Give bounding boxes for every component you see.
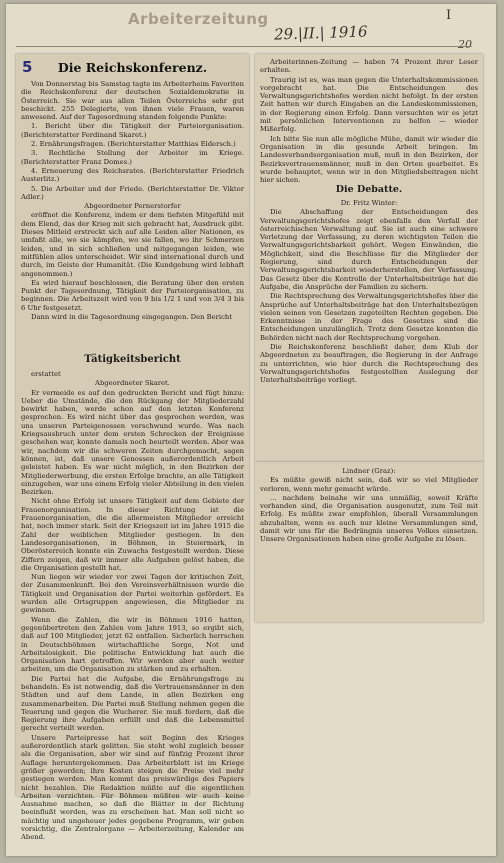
debate-text xyxy=(260,198,478,386)
paragraph: Es müßte gewiß nicht sein, daß wir so viel Mitglieder verloren, wenn mehr gemacht würde. xyxy=(260,476,478,493)
paragraph: Traurig ist es, was man gegen die Unterhaltskommissionen vorgebracht hat. Die Entscheidungen des Verwaltungsgerichtshofes werden nicht befolgt. In der ersten Zeit hatten wir durch Eingaben an die Landeskommissionen, in der Regierung einen Erfolg. Dann versuchten wir es jetzt mit persönlichen Interventionen zu helfen — wieder Mißerfolg. xyxy=(260,75,478,134)
paragraph: eröffnet die Konferenz, indem er dem tiefsten Mitgefühl mit dem Elend, das der Krieg mit sich gebracht hat, Ausdruck gibt. Dieses Mitleid erstreckt sich auf alle Leiden aller Nationen, es umfaßt alle, wo sie kämpfen, wo sie fallen, wo ihr Schmerzen leiden, und in sich schließen und mitgegangen leiden, wie mitfühlen alles unterscheidet. Wir sind international durch und durch, im Geiste der Humanität. (Die Kundgebung wird lebhaft angenommen.) xyxy=(21,211,244,278)
blue-pencil-mark: 5 xyxy=(22,58,33,76)
paragraph: Die Rechtsprechung des Verwaltungsgerichtshofes über die Ansprüche auf Unterhaltsbeiträge hat den Unterhaltsbezügen vielen seinen von Gesetzen zugeteilten Rechten gegeben. Die Erkenntnisse in der Frage des Gesetzes sind die Entscheidungen unzulänglich. Trotz dem Gesetze konnten die Behörden nicht nach der Rechtsprechung vorgehen. xyxy=(260,292,478,342)
paragraph: Die Abschaffung der Entscheidungen des Verwaltungsgerichtshofes zeigt ebenfalls den Verfall der österreichischen Verwaltung auf. Sie ist auch eine schwere Verletzung der Verfassung, zu deren wichtigsten Teilen die Verwaltungsgerichtsbarkeit gehört. Wegen Einwänden, die Möglichkeit, sind die Beschlüsse für die Mitglieder der Regierung, sind durch Entscheidungen der Verwaltungsgerichtsbarkeit wiederherstellen, der Verfassung. Das Gesetz über die Kontrolle der Unterhaltsbeiträge hat die Aufgabe, die Ansprüche der Familien zu sichern. xyxy=(260,208,478,291)
speaker-name: Dr. Fritz Winter: xyxy=(340,199,398,207)
paragraph: erstattet xyxy=(31,370,61,378)
speaker-name: Abgeordneter Pernerstorfer xyxy=(84,202,181,211)
intro-text xyxy=(21,80,244,322)
section-text xyxy=(21,370,244,843)
agenda-item: 2. Ernährungsfragen. (Berichterstatter Matthias Eldersch.) xyxy=(31,140,236,149)
clipping-left xyxy=(16,54,249,842)
paragraph: ... nachdem beinahe wir uns unmäßig, soweit Kräfte vorhanden sind, die Organisation ausgenutzt, zum Teil mit Erfolg. Es müßte zwar empfohlen, überall Versammlungen abzuhalten, wenn es auch nur kleine Versammlungen sind, damit wir uns für die Bedrängnis unseres Volkes einsetzen. Unsere Organisationen haben eine große Aufgabe zu lösen. xyxy=(260,493,478,544)
paragraph: Von Donnerstag bis Samstag tagte im Arbeiterheim Favoriten die Reichskonferenz der deutschen Sozialdemokratie in Österreich. Sie war aus allen Teilen Österreichs sehr gut beschickt. 255 Delegierte, von ihnen viele Frauen, waren anwesend. Auf der Tagesordnung standen folgende Punkte: xyxy=(21,80,244,122)
handwritten-date: 29.|II.| 1916 xyxy=(273,22,368,44)
paragraph: Wenn die Zahlen, die wir in Böhmen 1916 hatten, gegenübertreten den Zahlen vom Jahre 1913, so ergibt sich, daß auf 100 Mitglieder, jetzt 62 entfallen. Sicherlich herrschen in Deutschböhmen wirtschaftliche Sorge, Not und Arbeitslosigkeit. Die politische Entwicklung hat auch die Organisation hart getroffen. Wir werden aber auch weiter arbeiten, um die Organisation zu stärken und zu erhalten. xyxy=(21,615,244,674)
paragraph: Es wird hierauf beschlossen, die Beratung über den ersten Punkt der Tagesordnung, Tätigkeit der Parteiorganisation, zu beginnen. Die Arbeitszeit wird von 9 bis 1/2 1 und von 3/4 3 bis 6 Uhr festgesetzt. xyxy=(21,278,244,312)
article-title: Die Reichskonferenz. xyxy=(57,60,208,75)
paragraph: Ich bitte Sie nun alle mögliche Mühe, damit wir wieder die Organisation in die gesunde Arbeit bringen. Im Landesverbandsorganisation muß, muß in den Bezirken, der Bezirksvertrauensmänner, muß in den Orten gearbeitet. Es wurde behauptet, wenn wir in den Mitgliedsbeitragen nicht hier sichen. xyxy=(260,134,478,185)
sheet-header xyxy=(6,4,496,51)
lower-text xyxy=(260,466,478,545)
folio-note: 20 xyxy=(458,38,472,51)
continued-text xyxy=(260,58,478,185)
folio-number: I xyxy=(446,8,452,23)
speaker-name: Lindner (Graz): xyxy=(342,467,396,475)
paragraph: Die Partei hat die Aufgabe, die Ernährungsfrage zu behandeln. Es ist notwendig, daß die Vertrauensmänner in den Städten und auf dem Lande, in allen Bezirken eng zusammenarbeiten. Die Partei muß Stellung nehmen gegen die Teuerung und gegen die Wucherer. Sie muß fordern, daß die Regierung ihre Aufgaben erfüllt und daß die Lebensmittel gerecht verteilt werden. xyxy=(21,674,244,733)
speaker-name: Abgeordneter Skaret. xyxy=(95,379,170,388)
paragraph: Die Reichskonferenz beschließt daher, dem Klub der Abgeordneten zu beauftragen, die Regierung in der Anfrage zu unterrichten, wie hier durch die Rechtsprechung des Verwaltungsgerichtshofes festgestellten Auslegung der Unterhaltsbeiträge vorliegt. xyxy=(260,343,478,385)
paragraph: Unsere Parteipresse hat seit Beginn des Krieges außerordentlich stark gelitten. Sie steht wohl zugleich besser als die Organisation, aber wir sind auf fünfzig Prozent ihrer Auflage heruntergekommen. Das Arbeiterblatt ist im Kriege größer geworden; ihre Kosten steigen die Preise viel mehr gestiegen werden. Man kommt das preiswürdige des Papiers nicht bezahlen. Die Redaktion müßte auf die eigentlichen Arbeiten verzichten. Für Böhmen müßten wir auch keine Ausnahme machen, so daß die Blätter in der Richtung beeinflußt werden, was zu erscheinen hat. Man soll nicht so mächtig und ungeheuer jedes gegebene Programm, wir geben vorsichtig, die Zentralorgane — Arbeiterzeitung, Kalender am Abend. xyxy=(21,733,244,842)
section-title: Tätigkeitsbericht xyxy=(84,354,181,365)
clipping-right xyxy=(255,54,483,462)
paragraph: Dann wird in die Tagesordnung eingegangen. Den Bericht xyxy=(31,313,233,322)
header-rule xyxy=(16,46,472,47)
paragraph: Arbeiterinnen-Zeitung — haben 74 Prozent ihrer Leser erhalten. xyxy=(260,58,478,75)
publication-stamp: Arbeiterzeitung xyxy=(128,10,269,28)
agenda-item: 1. Bericht über die Tätigkeit der Parteiorganisation. (Berichterstatter Ferdinand Skaret.) xyxy=(21,122,244,139)
agenda-item: 4. Erneuerung des Reichsrates. (Berichterstatter Friedrich Austerlitz.) xyxy=(21,166,244,184)
clipping-right-lower xyxy=(255,462,483,622)
agenda-item: 5. Die Arbeiter und der Friede. (Berichterstatter Dr. Viktor Adler.) xyxy=(21,184,244,201)
paragraph: Er vermeide es auf den gedruckten Bericht und fügt hinzu: Ueber die Umstände, die den Rückgang der Mitgliederzahl bewirkt haben, werde schon auf den letzten Konferenz gesprochen. Es wird nicht über das gesprochen werden, was uns unseren Parteigenossen verschwund wurde. Was nach Kriegsausbruch unter dem ersten Schrecken der Ereignisse geschehen war, konnte damals noch beurteilt werden. Aber was wir, nachdem wir die schweren Zeiten durchgemacht, sagen können, ist, daß unsere Genossen außerordentlich Arbeit geleistet haben. Es war nicht möglich, in den Bezirken der Mitgliederwerbung, die ersten Erfolge brachte, an alle Tätigkeit einzugehen, war uns einem Erfolg vieler Abteilung in den vielen Bezirken. xyxy=(21,388,244,497)
paragraph: Nun liegen wir wieder vor zwei Tagen der kritischen Zeit, der Zusammenkunft. Bei den Vereinsverhältnissen wurde die Tätigkeit und Organisation der Partei weiterhin gefördert. Es wurden alle Ortsgruppen angewiesen, die Mitglieder zu gewinnen. xyxy=(21,573,244,615)
paragraph: Nicht ohne Erfolg ist unsere Tätigkeit auf dem Gebiete der Frauenorganisation. In dieser Richtung ist die Frauenorganisation, die die allermeisten Mitglieder erreicht hat, noch immer stark. Seit der Kriegszeit ist im Jahre 1915 die Zahl der weiblichen Mitglieder gestiegen. In den Landesorganisationen, in Böhmen, in Steiermark, in Oberösterreich konnte ein Zuwachs festgestellt werden. Diese Ziffern zeigen, daß wir immer alle Aufgaben gelöst haben, die die Organisation gestellt hat. xyxy=(21,497,244,572)
archive-sheet xyxy=(6,4,496,856)
debate-title: Die Debatte. xyxy=(335,184,403,195)
agenda-item: 3. Rechtliche Stellung der Arbeiter im Kriege. (Berichterstatter Franz Domes.) xyxy=(21,149,244,166)
